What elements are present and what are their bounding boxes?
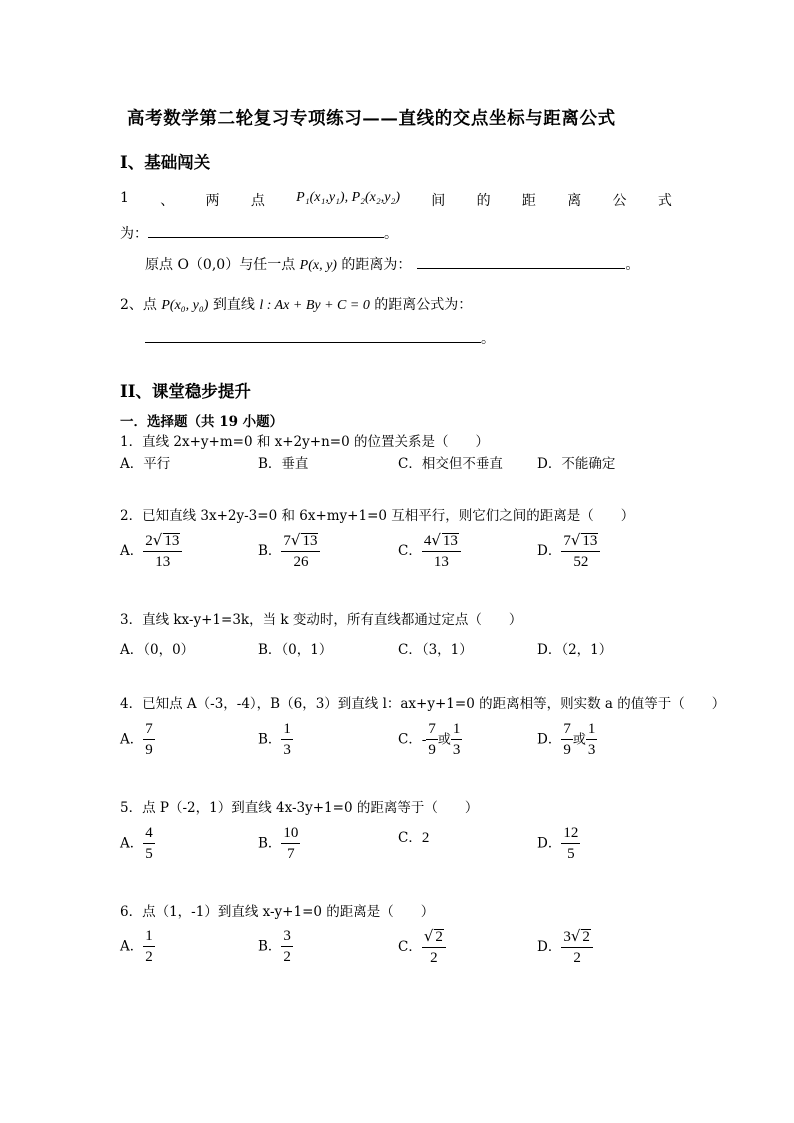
fraction: $\frac{3√ 2}{2}$: [561, 929, 593, 966]
fraction: $\frac{7}{9}$: [563, 721, 571, 758]
question-1-line-1: [120, 190, 672, 210]
mc-q1-option-c[interactable]: C．相交但不垂直: [398, 456, 503, 472]
q1-point-var: P(x, y): [299, 258, 337, 273]
fraction: $\frac{7√ 13}{26}$: [281, 533, 320, 570]
q1-origin-text: 原点 O（0,0）与任一点: [145, 257, 300, 273]
mc-q6-option-d[interactable]: [537, 929, 593, 966]
q2-period: 。: [481, 331, 495, 347]
mc-q2-option-c[interactable]: [398, 533, 461, 570]
mc-q6-option-c[interactable]: [398, 929, 446, 966]
question-2-line-2: [145, 328, 495, 348]
answer-blank-1[interactable]: [148, 223, 384, 238]
option-label: B．: [258, 938, 282, 955]
option-label: B．: [258, 731, 282, 748]
question-1-line-3: [145, 254, 639, 274]
mc-q2-option-a[interactable]: [120, 533, 182, 570]
option-label: D．: [537, 835, 562, 852]
q1-char: 公: [612, 193, 627, 209]
mc-q4-option-b[interactable]: [258, 722, 293, 758]
option-label: D．: [537, 731, 562, 748]
option-label: D．: [537, 939, 562, 955]
fraction: $\frac{1}{3}$: [283, 721, 291, 758]
page-title: 高考数学第二轮复习专项练习——直线的交点坐标与距离公式: [127, 109, 616, 129]
q1-points-formula: P₁(x₁,y₁), P₂(x₂,y₂): [296, 190, 400, 205]
mc-q1-option-b[interactable]: B．垂直: [258, 456, 309, 472]
fraction: $\frac{1}{2}$: [145, 928, 153, 965]
q1-char: 间: [431, 193, 446, 209]
section-heading-classroom: II、课堂稳步提升: [120, 382, 251, 401]
fraction: $\frac{12}{5}$: [563, 825, 579, 862]
section-heading-basics: I、基础闯关: [120, 153, 211, 172]
question-2-line-1: [120, 294, 472, 314]
option-label: C．: [398, 731, 422, 748]
mc-question-5-stem: 5．点 P（-2，1）到直线 4x-3y+1=0 的距离等于（ ）: [120, 800, 479, 816]
q2-suffix: 的距离公式为：: [369, 297, 473, 313]
fraction: $\frac{2√ 13}{13}$: [143, 533, 182, 570]
mc-q2-option-b[interactable]: [258, 533, 320, 570]
option-label: C．: [398, 830, 422, 846]
option-label: C．: [398, 543, 422, 559]
q1-char: 离: [567, 193, 582, 209]
option-label: A．: [120, 731, 144, 748]
mc-q5-option-c[interactable]: [398, 826, 429, 847]
mc-q2-option-d[interactable]: [537, 533, 600, 570]
or-text: 或: [437, 732, 451, 748]
fraction: $\frac{4√ 13}{13}$: [422, 533, 461, 570]
mc-q3-option-d[interactable]: D．（2，1）: [537, 642, 613, 658]
mc-q1-option-d[interactable]: D．不能确定: [537, 456, 616, 472]
fraction: $\frac{√ 2}{2}$: [422, 929, 446, 966]
fraction: $\frac{7√ 13}{52}$: [561, 533, 600, 570]
mc-question-2-stem: 2．已知直线 3x+2y-3=0 和 6x+my+1=0 互相平行，则它们之间的距离是（ ）: [120, 508, 635, 524]
mc-q3-option-a[interactable]: A．（0，0）: [120, 642, 195, 658]
mc-q3-option-c[interactable]: C．（3，1）: [398, 642, 473, 658]
mc-q4-option-a[interactable]: [120, 722, 155, 758]
option-label: B．: [258, 543, 282, 559]
fraction: $\frac{10}{7}$: [283, 825, 299, 862]
fraction: $\frac{1}{3}$: [452, 721, 461, 758]
option-label: A．: [120, 835, 144, 852]
question-1-line-2: [120, 223, 398, 243]
sub-heading-choice: 一．选择题（共 19 小题）: [120, 414, 284, 430]
q1-origin-suffix: 的距离为：: [336, 257, 412, 273]
q1-char: 、: [160, 193, 175, 209]
mc-question-6-stem: 6．点（1，-1）到直线 x-y+1=0 的距离是（ ）: [120, 904, 435, 920]
mc-q1-option-a[interactable]: A．平行: [120, 456, 171, 472]
option-label: B．: [258, 835, 282, 852]
q2-point: P(x₀, y₀): [161, 298, 209, 313]
option-label: C．: [398, 939, 422, 955]
mc-q5-option-a[interactable]: [120, 826, 155, 862]
mc-question-3-stem: 3．直线 kx-y+1=3k，当 k 变动时，所有直线都通过定点（ ）: [120, 612, 523, 628]
answer-blank-3[interactable]: [145, 328, 481, 343]
option-value: 2: [421, 830, 430, 846]
mc-q4-option-d[interactable]: [537, 722, 597, 758]
q1-char: 点: [250, 193, 265, 209]
fraction: $\frac{7}{9}$: [145, 721, 153, 758]
q1-char: 两: [205, 193, 220, 209]
mc-question-4-stem: 4．已知点 A（-3，-4），B（6，3）到直线 l：ax+y+1=0 的距离相等，则实数 a 的值等于（ ）: [120, 696, 726, 712]
option-label: A．: [120, 543, 144, 559]
mc-q6-option-b[interactable]: [258, 929, 293, 965]
fraction: $\frac{3}{2}$: [283, 928, 291, 965]
option-label: A．: [120, 938, 144, 955]
or-text: 或: [572, 732, 586, 748]
q2-line-equation: l : Ax + By + C = 0: [259, 298, 370, 313]
q1-period: 。: [384, 226, 398, 242]
mc-question-1-stem: 1．直线 2x+y+m=0 和 x+2y+n=0 的位置关系是（ ）: [120, 434, 489, 450]
answer-blank-2[interactable]: [417, 254, 625, 269]
q1-char: 1: [120, 190, 129, 206]
q2-mid: 到直线: [208, 297, 260, 313]
minus-sign: -: [421, 731, 427, 747]
option-label: D．: [537, 543, 562, 559]
mc-q4-option-c[interactable]: [398, 722, 462, 758]
q1-char: 距: [521, 193, 536, 209]
mc-q3-option-b[interactable]: B．（0，1）: [258, 642, 333, 658]
q1-period: 。: [625, 257, 640, 273]
q2-prefix: 2、点: [120, 297, 162, 313]
fraction: $\frac{1}{3}$: [587, 721, 596, 758]
fraction: $\frac{4}{5}$: [145, 825, 153, 862]
mc-q5-option-b[interactable]: [258, 826, 300, 862]
mc-q6-option-a[interactable]: [120, 929, 155, 965]
fraction: $\frac{7}{9}$: [428, 721, 436, 758]
q1-prefix: 为：: [120, 226, 148, 242]
q1-char: 式: [657, 193, 672, 209]
mc-q5-option-d[interactable]: [537, 826, 580, 862]
q1-char: 的: [476, 193, 491, 209]
